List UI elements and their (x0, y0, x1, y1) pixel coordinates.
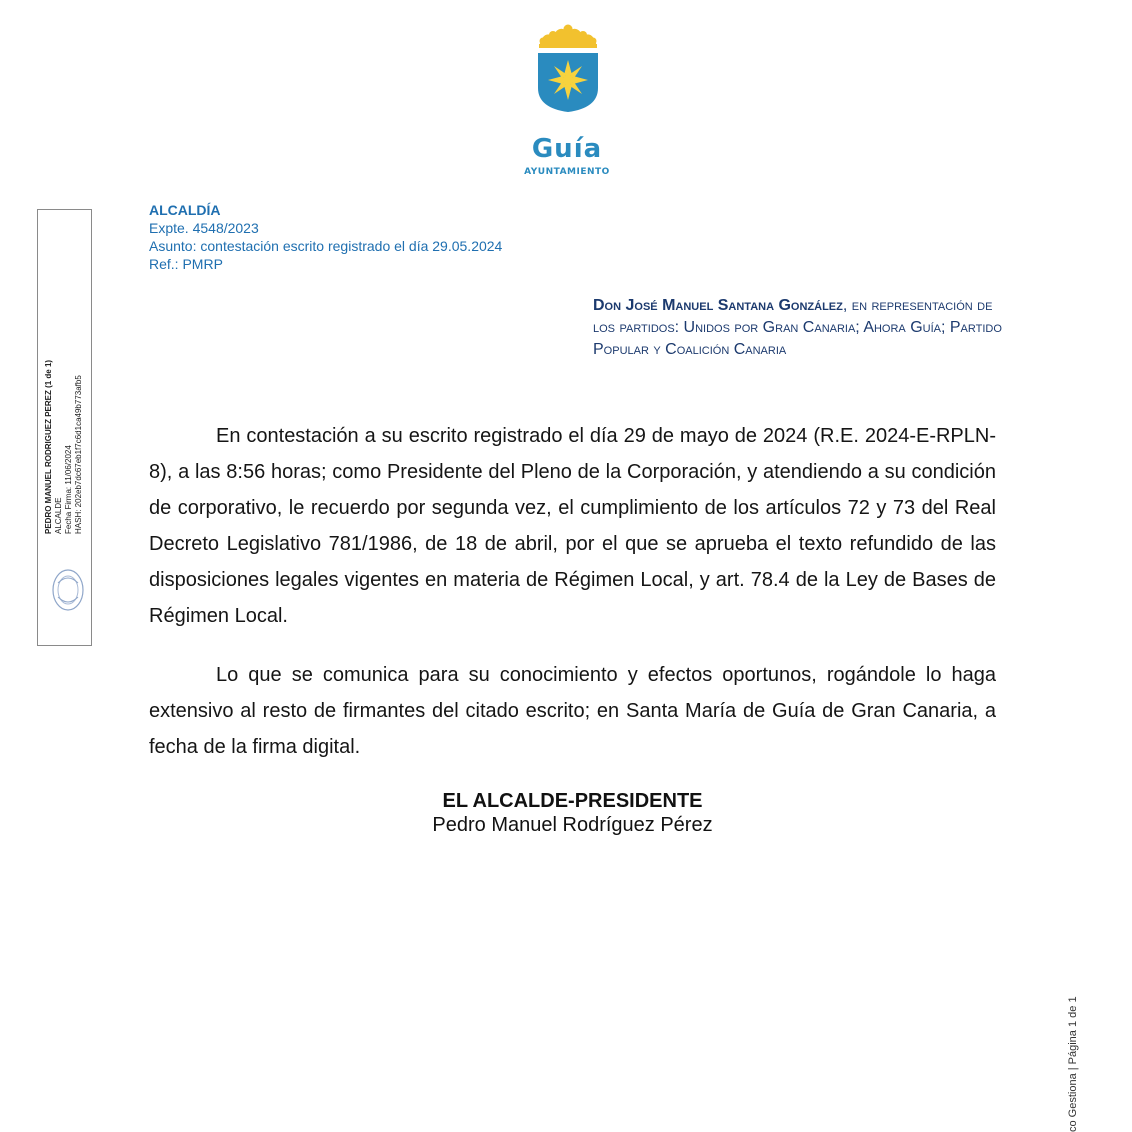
signatory-title: EL ALCALDE-PRESIDENTE (442, 790, 703, 812)
coat-of-arms-icon (513, 22, 623, 137)
recipient-description: , en representación de los partidos: Unidos por Gran Canaria; Ahora Guía; Partido Popular y Coalición Canaria (593, 297, 1002, 358)
body-paragraph-1: En contestación a su escrito registrado el día 29 de mayo de 2024 (R.E. 2024-E-RPLN-8), a las 8:56 horas; como Presidente del Pleno de la Corporación, y atendiendo a su condición de corporativo, le recuerdo por segunda vez, el cumplimiento de los artículos 72 y 73 del Real Decreto Legislativo 781/1986, de 18 de abril, por el que se aprueba el texto refundido de las disposiciones legales vigentes en materia de Régimen Local, y art. 78.4 de la Ley de Bases de Régimen Local. (149, 425, 996, 627)
asunto: Asunto: contestación escrito registrado el día 29.05.2024 (149, 238, 503, 254)
signer-role: ALCALDE (54, 497, 63, 534)
signature-hash: HASH: 202eb7dc67eb1f7c6d1ca49b773afb5 (74, 375, 83, 534)
signer-name: PEDRO MANUEL RODRIGUEZ PEREZ (1 de 1) (44, 359, 53, 534)
recipient-block (593, 295, 1003, 361)
document-header (149, 201, 502, 273)
page-footer: co Gestiona | Página 1 de 1 (1067, 996, 1079, 1132)
recipient-name: Don José Manuel Santana González (593, 297, 843, 314)
logo-subtitle: AYUNTAMIENTO (524, 167, 610, 177)
logo-name: Guía (531, 134, 603, 164)
reference: Ref.: PMRP (149, 256, 223, 272)
signatory-name: Pedro Manuel Rodríguez Pérez (432, 814, 713, 836)
signature-seal-icon (49, 565, 87, 615)
signature-date: Fecha Firma: 11/06/2024 (64, 445, 73, 534)
body-paragraph-2: Lo que se comunica para su conocimiento y efectos oportunos, rogándole lo haga extensivo al resto de firmantes del citado escrito; en Santa María de Guía de Gran Canaria, a fecha de la firma digital. (149, 664, 996, 758)
expediente: Expte. 4548/2023 (149, 220, 259, 236)
municipality-logo (513, 22, 623, 177)
digital-signature-text (44, 314, 84, 534)
department: ALCALDÍA (149, 202, 221, 218)
